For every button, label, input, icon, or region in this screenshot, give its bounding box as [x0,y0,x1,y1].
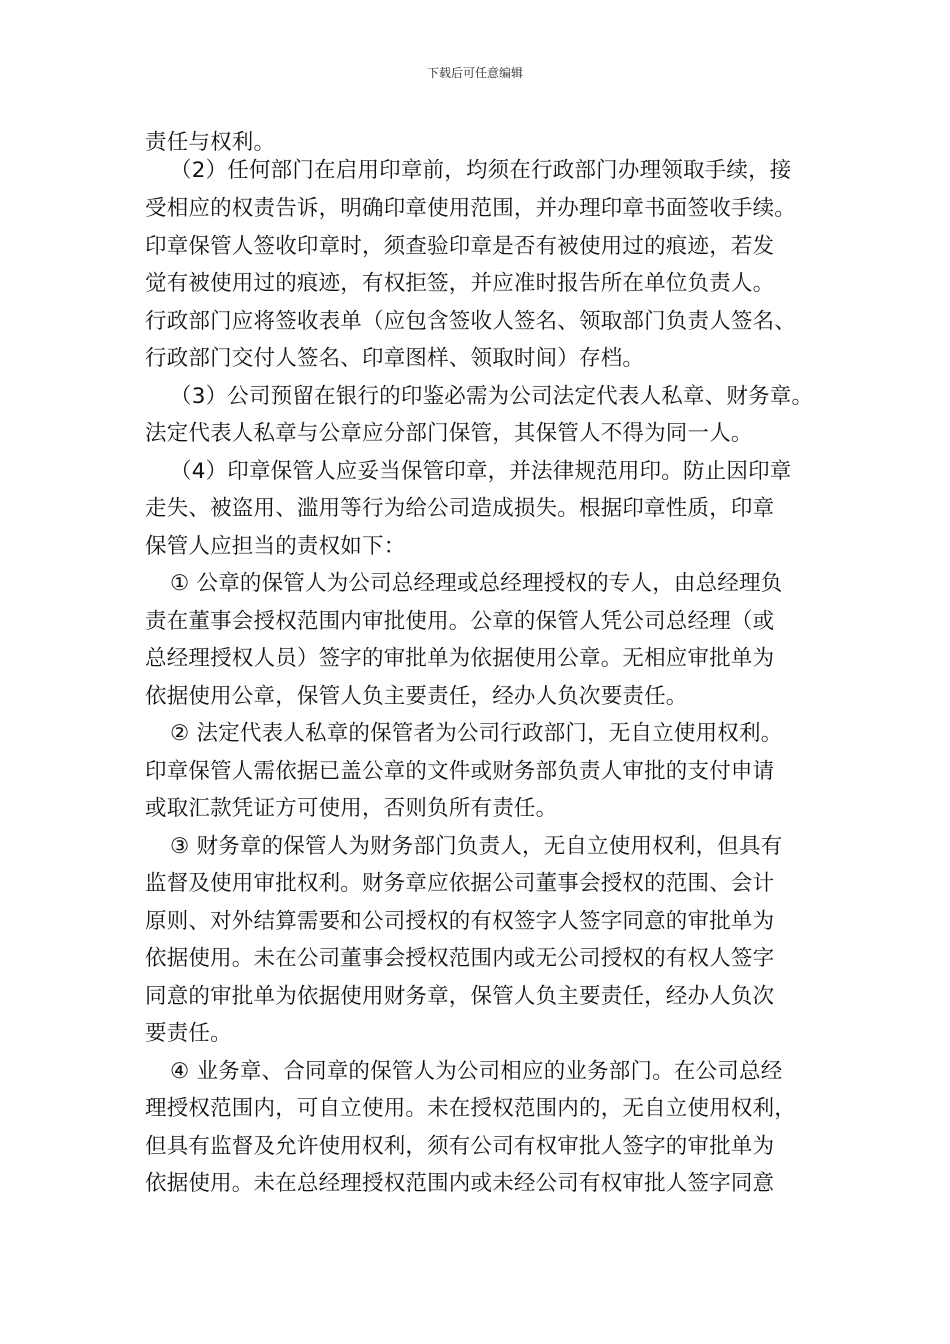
text-line: 监督及使用审批权利。财务章应依据公司董事会授权的范围、会计 [145,871,775,896]
text-line: 或取汇款凭证方可使用，否则负所有责任。 [145,796,558,821]
text-line: 责在董事会授权范围内审批使用。公章的保管人凭公司总经理（或 [145,609,775,634]
text-line: 印章保管人需依据已盖公章的文件或财务部负责人审批的支付申请 [145,759,775,784]
text-line: 要责任。 [145,1021,232,1046]
text-line: ③ 财务章的保管人为财务部门负责人，无自立使用权利，但具有 [170,834,783,859]
text-line: 保管人应担当的责权如下： [145,534,406,559]
text-line: 法定代表人私章与公章应分部门保管，其保管人不得为同一人。 [145,421,753,446]
text-line: 总经理授权人员）签字的审批单为依据使用公章。无相应审批单为 [145,646,775,671]
text-line: （4）印章保管人应妥当保管印章，并法律规范用印。防止因印章 [170,459,792,484]
text-line: 但具有监督及允许使用权利，须有公司有权审批人签字的审批单为 [145,1134,775,1159]
text-line: 觉有被使用过的痕迹，有权拒签，并应准时报告所在单位负责人。 [145,271,775,296]
text-line: 原则、对外结算需要和公司授权的有权签字人签字同意的审批单为 [145,909,775,934]
text-line: （3）公司预留在银行的印鉴必需为公司法定代表人私章、财务章。 [170,384,814,409]
text-line: 走失、被盗用、滥用等行为给公司造成损失。根据印章性质，印章 [145,496,775,521]
text-line: ① 公章的保管人为公司总经理或总经理授权的专人，由总经理负 [170,571,783,596]
text-line: ② 法定代表人私章的保管者为公司行政部门，无自立使用权利。 [170,721,783,746]
text-line: 依据使用公章，保管人负主要责任，经办人负次要责任。 [145,684,688,709]
text-line: 依据使用。未在总经理授权范围内或未经公司有权审批人签字同意 [145,1171,775,1196]
text-line: 行政部门交付人签名、印章图样、领取时间）存档。 [145,346,645,371]
text-line: 依据使用。未在公司董事会授权范围内或无公司授权的有权人签字 [145,946,775,971]
text-line: 印章保管人签收印章时，须查验印章是否有被使用过的痕迹，若发 [145,234,775,259]
text-line: 责任与权利。 [145,130,276,155]
text-line: 理授权范围内，可自立使用。未在授权范围内的，无自立使用权利， [145,1096,797,1121]
text-line: 同意的审批单为依据使用财务章，保管人负主要责任，经办人负次 [145,984,775,1009]
text-line: 受相应的权责告诉，明确印章使用范围，并办理印章书面签收手续。 [145,196,797,221]
page-header-note: 下载后可任意编辑 [426,66,523,80]
text-line: ④ 业务章、合同章的保管人为公司相应的业务部门。在公司总经 [170,1059,783,1084]
text-line: 行政部门应将签收表单（应包含签收人签名、领取部门负责人签名、 [145,309,797,334]
text-line: （2）任何部门在启用印章前，均须在行政部门办理领取手续，接 [170,158,792,183]
